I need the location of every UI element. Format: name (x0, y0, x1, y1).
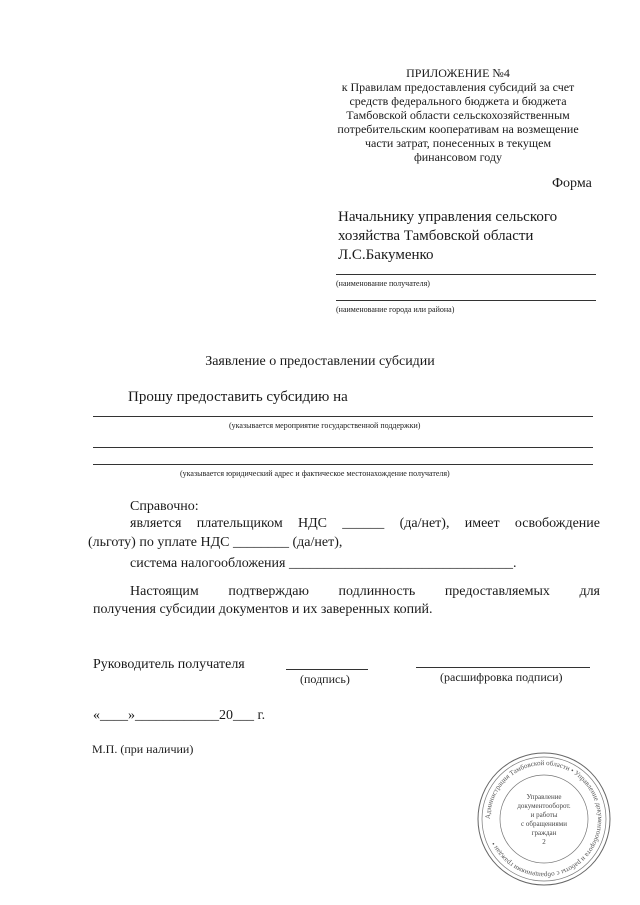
city-name-field[interactable] (336, 300, 596, 301)
confirmation-line: Настоящим подтверждаю подлинность предоставляемых для (130, 584, 600, 599)
address-field-1[interactable] (93, 447, 593, 448)
recipient-name-field[interactable] (336, 274, 596, 275)
appendix-line: финансовом году (413, 150, 503, 164)
appendix-line: к Правилам предоставления субсидий за счет (341, 80, 575, 94)
measure-field[interactable] (93, 416, 593, 417)
appendix-line: части затрат, понесенных в текущем (364, 136, 552, 150)
address-caption: (указывается юридический адрес и фактическое местонахождение получателя) (180, 469, 450, 478)
signature-decryption-field[interactable] (416, 667, 590, 668)
document-title: Заявление о предоставлении субсидии (205, 354, 435, 369)
addressee-line: Начальнику управления сельского (338, 209, 558, 225)
appendix-line: средств федерального бюджета и бюджета (349, 94, 567, 108)
vat-payer-line: является плательщиком НДС ______ (да/нет), имеет освобождение (130, 516, 600, 531)
stamp-center-line: с обращениями (521, 820, 567, 828)
svg-text:Администрация Тамбовской облас (484, 759, 604, 879)
addressee-block (338, 208, 608, 265)
city-name-caption: (наименование города или района) (336, 305, 455, 314)
tax-system-line: система налогообложения ________________________________. (130, 556, 517, 571)
form-label: Форма (552, 176, 592, 191)
vat-exemption-line: (льготу) по уплате НДС ________ (да/нет), (88, 535, 343, 550)
decryption-caption: (расшифровка подписи) (440, 670, 563, 684)
appendix-line: Тамбовской области сельскохозяйственным (346, 108, 570, 122)
stamp-ring-text: Администрация Тамбовской области • Управление документооборота и работы с обращениями граждан • (483, 758, 605, 880)
stamp-center-line: граждан (531, 829, 557, 837)
addressee-line: Л.С.Бакуменко (338, 247, 434, 263)
head-label: Руководитель получателя (93, 657, 245, 672)
measure-caption: (указывается мероприятие государственной поддержки) (229, 421, 421, 430)
addressee-line: хозяйства Тамбовской области (338, 228, 534, 244)
appendix-line: потребительским кооперативам на возмещение (337, 122, 579, 136)
confirmation-line: получения субсидии документов и их заверенных копий. (93, 602, 433, 617)
appendix-header (318, 66, 598, 164)
stamp-center-line: и работы (530, 811, 558, 819)
stamp-center-line: 2 (542, 838, 546, 846)
address-field-2[interactable] (93, 464, 593, 465)
date-line: «____»____________20___ г. (93, 708, 266, 723)
request-text: Прошу предоставить субсидию на (128, 389, 348, 405)
signature-caption: (подпись) (300, 672, 350, 686)
signature-field[interactable] (286, 669, 368, 670)
reference-label: Справочно: (130, 499, 199, 514)
appendix-title: ПРИЛОЖЕНИЕ №4 (406, 66, 510, 80)
recipient-name-caption: (наименование получателя) (336, 279, 430, 288)
stamp-center-line: Управление (526, 793, 562, 801)
seal-note: М.П. (при наличии) (92, 742, 194, 756)
official-stamp (476, 751, 612, 887)
stamp-center-line: документооборот. (517, 802, 571, 810)
